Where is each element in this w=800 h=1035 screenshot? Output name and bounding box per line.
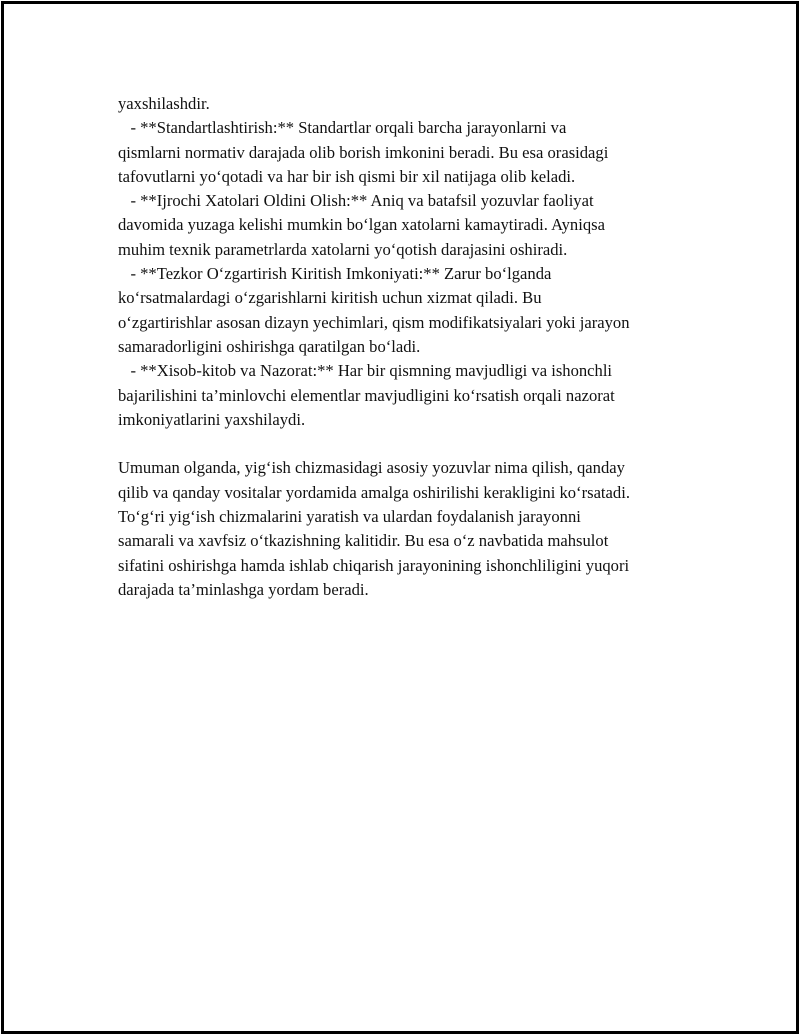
summary-paragraph: [118, 456, 698, 602]
text-line: darajada ta’minlashga yordam beradi.: [118, 579, 369, 599]
text-line: qismlarni normativ darajada olib borish imkonini beradi. Bu esa orasidagi: [118, 142, 609, 162]
text-line: imkoniyatlarini yaxshilaydi.: [118, 409, 306, 429]
list-item-tezkor-ozgartirish: - **Tezkor O‘zgartirish Kiritish Imkoniyati:** Zarur bo‘lganda: [118, 264, 552, 284]
list-item-xisob-kitob: - **Xisob-kitob va Nazorat:** Har bir qismning mavjudligi va ishonchli: [118, 361, 613, 381]
document-body: [118, 92, 698, 602]
text-line: samaradorligini oshirishga qaratilgan bo‘ladi.: [118, 336, 421, 356]
text-line: ko‘rsatmalardagi o‘zgarishlarni kiritish uchun xizmat qiladi. Bu: [118, 288, 542, 308]
text-line: sifatini oshirishga hamda ishlab chiqarish jarayonining ishonchliligini yuqori: [118, 555, 630, 575]
text-line: o‘zgartirishlar asosan dizayn yechimlari, qism modifikatsiyalari yoki jarayon: [118, 312, 630, 332]
text-line: To‘g‘ri yig‘ish chizmalarini yaratish va ulardan foydalanish jarayonni: [118, 507, 581, 527]
text-line: tafovutlarni yo‘qotadi va har bir ish qismi bir xil natijaga olib keladi.: [118, 166, 576, 186]
list-item-ijrochi-xatolari: - **Ijrochi Xatolari Oldini Olish:** Aniq va batafsil yozuvlar faoliyat: [118, 191, 594, 211]
paragraph-gap: [118, 432, 698, 456]
bullet-list-continuation: [118, 92, 698, 432]
text-line: bajarilishini ta’minlovchi elementlar mavjudligini ko‘rsatish orqali nazorat: [118, 385, 615, 405]
text-line: muhim texnik parametrlarda xatolarni yo‘qotish darajasini oshiradi.: [118, 239, 568, 259]
text-line: davomida yuzaga kelishi mumkin bo‘lgan xatolarni kamaytiradi. Ayniqsa: [118, 215, 605, 235]
list-item-standartlashtirish: - **Standartlashtirish:** Standartlar orqali barcha jarayonlarni va: [118, 118, 567, 138]
text-line: qilib va qanday vositalar yordamida amalga oshirilishi kerakligini ko‘rsatadi.: [118, 482, 630, 502]
text-line: Umuman olganda, yig‘ish chizmasidagi asosiy yozuvlar nima qilish, qanday: [118, 458, 625, 478]
text-line: samarali va xavfsiz o‘tkazishning kalitidir. Bu esa o‘z navbatida mahsulot: [118, 531, 609, 551]
text-line: yaxshilashdir.: [118, 94, 210, 113]
